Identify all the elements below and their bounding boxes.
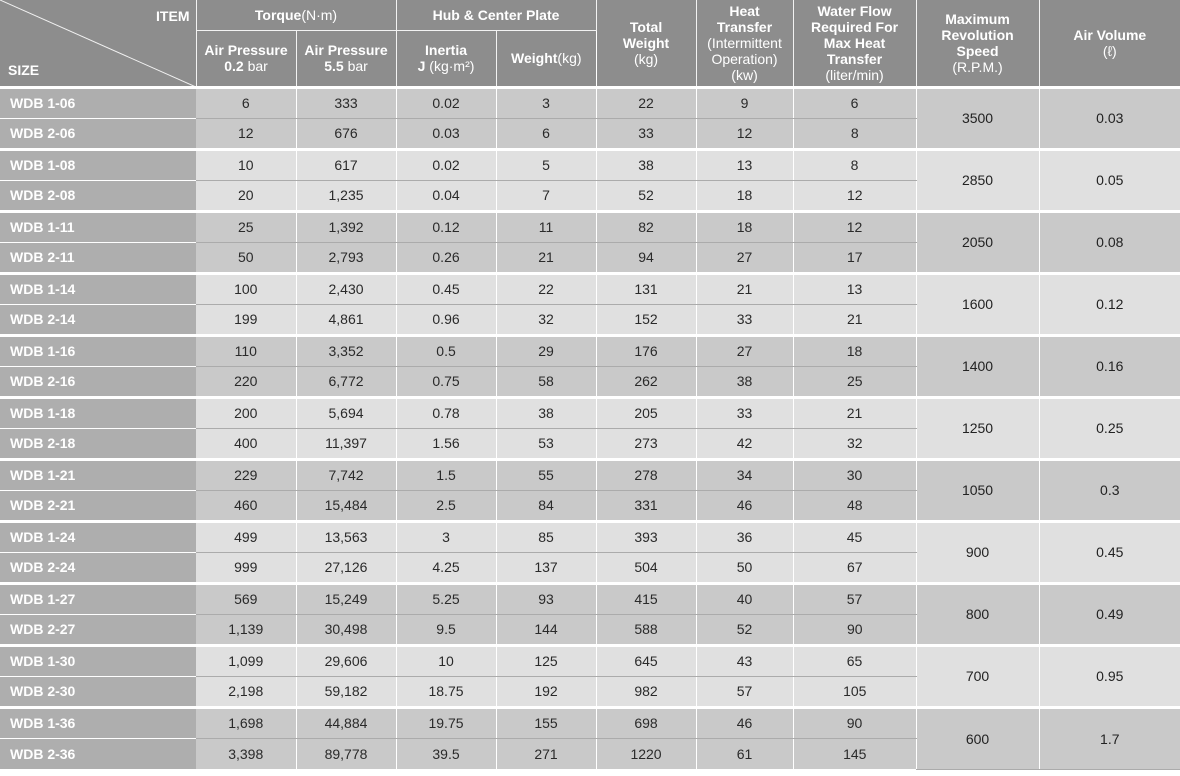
total-cell: 131 <box>596 273 696 304</box>
total-cell: 94 <box>596 242 696 273</box>
heat-cell: 40 <box>696 583 793 614</box>
air-volume-cell: 0.25 <box>1039 397 1180 459</box>
torque-header: Torque(N·m) <box>196 0 396 30</box>
t02-cell: 200 <box>196 397 296 428</box>
inertia-cell: 0.12 <box>396 211 496 242</box>
max-speed-cell: 2850 <box>916 149 1039 211</box>
total-cell: 645 <box>596 645 696 676</box>
weight-cell: 7 <box>496 180 596 211</box>
water-cell: 13 <box>793 273 916 304</box>
total-cell: 588 <box>596 614 696 645</box>
weight-cell: 29 <box>496 335 596 366</box>
total-cell: 52 <box>596 180 696 211</box>
heat-cell: 18 <box>696 211 793 242</box>
heat-cell: 33 <box>696 304 793 335</box>
t02-cell: 20 <box>196 180 296 211</box>
size-cell: WDB 2-30 <box>0 676 196 707</box>
t55-cell: 3,352 <box>296 335 396 366</box>
heat-cell: 57 <box>696 676 793 707</box>
item-label: ITEM <box>156 8 190 24</box>
water-cell: 8 <box>793 118 916 149</box>
size-cell: WDB 1-24 <box>0 521 196 552</box>
inertia-cell: 0.5 <box>396 335 496 366</box>
size-cell: WDB 1-27 <box>0 583 196 614</box>
size-cell: WDB 2-14 <box>0 304 196 335</box>
inertia-cell: 0.96 <box>396 304 496 335</box>
inertia-cell: 0.02 <box>396 87 496 118</box>
heat-cell: 18 <box>696 180 793 211</box>
max-speed-cell: 3500 <box>916 87 1039 149</box>
size-cell: WDB 1-18 <box>0 397 196 428</box>
air-volume-cell: 0.12 <box>1039 273 1180 335</box>
t02-cell: 1,139 <box>196 614 296 645</box>
total-cell: 262 <box>596 366 696 397</box>
weight-cell: 38 <box>496 397 596 428</box>
t55-cell: 2,430 <box>296 273 396 304</box>
t02-cell: 229 <box>196 459 296 490</box>
total-cell: 504 <box>596 552 696 583</box>
water-cell: 145 <box>793 738 916 769</box>
t55-cell: 7,742 <box>296 459 396 490</box>
size-cell: WDB 2-18 <box>0 428 196 459</box>
water-cell: 30 <box>793 459 916 490</box>
water-cell: 21 <box>793 397 916 428</box>
t55-cell: 15,249 <box>296 583 396 614</box>
t55-cell: 676 <box>296 118 396 149</box>
total-cell: 273 <box>596 428 696 459</box>
heat-cell: 27 <box>696 242 793 273</box>
weight-cell: 3 <box>496 87 596 118</box>
air-volume-cell: 0.95 <box>1039 645 1180 707</box>
inertia-cell: 1.56 <box>396 428 496 459</box>
t02-cell: 2,198 <box>196 676 296 707</box>
t02-cell: 199 <box>196 304 296 335</box>
water-cell: 105 <box>793 676 916 707</box>
heat-cell: 33 <box>696 397 793 428</box>
air-volume-header: Air Volume (ℓ) <box>1039 0 1180 87</box>
t55-cell: 30,498 <box>296 614 396 645</box>
air-pressure-02-header: Air Pressure 0.2 bar <box>196 30 296 87</box>
water-cell: 8 <box>793 149 916 180</box>
t55-cell: 44,884 <box>296 707 396 738</box>
total-cell: 33 <box>596 118 696 149</box>
weight-cell: 125 <box>496 645 596 676</box>
t55-cell: 59,182 <box>296 676 396 707</box>
air-volume-cell: 0.16 <box>1039 335 1180 397</box>
size-cell: WDB 2-36 <box>0 738 196 769</box>
max-speed-cell: 900 <box>916 521 1039 583</box>
size-cell: WDB 1-06 <box>0 87 196 118</box>
size-cell: WDB 1-16 <box>0 335 196 366</box>
total-cell: 176 <box>596 335 696 366</box>
t55-cell: 27,126 <box>296 552 396 583</box>
inertia-cell: 4.25 <box>396 552 496 583</box>
inertia-cell: 0.45 <box>396 273 496 304</box>
max-speed-cell: 700 <box>916 645 1039 707</box>
water-cell: 67 <box>793 552 916 583</box>
weight-header: Weight(kg) <box>496 30 596 87</box>
weight-cell: 85 <box>496 521 596 552</box>
inertia-cell: 0.78 <box>396 397 496 428</box>
inertia-cell: 2.5 <box>396 490 496 521</box>
size-cell: WDB 1-08 <box>0 149 196 180</box>
heat-transfer-header: Heat Transfer (Intermittent Operation) (kw) <box>696 0 793 87</box>
max-speed-cell: 800 <box>916 583 1039 645</box>
hub-header: Hub & Center Plate <box>396 0 596 30</box>
inertia-cell: 0.26 <box>396 242 496 273</box>
table-row <box>0 87 1180 118</box>
air-volume-cell: 0.05 <box>1039 149 1180 211</box>
max-speed-cell: 2050 <box>916 211 1039 273</box>
total-cell: 152 <box>596 304 696 335</box>
inertia-cell: 1.5 <box>396 459 496 490</box>
table-row <box>0 149 1180 180</box>
total-cell: 393 <box>596 521 696 552</box>
heat-cell: 21 <box>696 273 793 304</box>
heat-cell: 46 <box>696 490 793 521</box>
t02-cell: 569 <box>196 583 296 614</box>
t55-cell: 5,694 <box>296 397 396 428</box>
inertia-header: Inertia J (kg·m²) <box>396 30 496 87</box>
t02-cell: 1,698 <box>196 707 296 738</box>
total-cell: 82 <box>596 211 696 242</box>
air-volume-cell: 0.03 <box>1039 87 1180 149</box>
weight-cell: 84 <box>496 490 596 521</box>
heat-cell: 52 <box>696 614 793 645</box>
size-cell: WDB 2-27 <box>0 614 196 645</box>
size-cell: WDB 1-21 <box>0 459 196 490</box>
inertia-cell: 18.75 <box>396 676 496 707</box>
weight-cell: 137 <box>496 552 596 583</box>
inertia-cell: 19.75 <box>396 707 496 738</box>
max-speed-cell: 1600 <box>916 273 1039 335</box>
t02-cell: 12 <box>196 118 296 149</box>
weight-cell: 144 <box>496 614 596 645</box>
total-cell: 278 <box>596 459 696 490</box>
heat-cell: 27 <box>696 335 793 366</box>
inertia-cell: 10 <box>396 645 496 676</box>
weight-cell: 32 <box>496 304 596 335</box>
t02-cell: 220 <box>196 366 296 397</box>
table-row <box>0 459 1180 490</box>
weight-cell: 55 <box>496 459 596 490</box>
total-cell: 331 <box>596 490 696 521</box>
t55-cell: 617 <box>296 149 396 180</box>
air-volume-cell: 1.7 <box>1039 707 1180 769</box>
air-volume-cell: 0.08 <box>1039 211 1180 273</box>
t02-cell: 10 <box>196 149 296 180</box>
heat-cell: 36 <box>696 521 793 552</box>
size-cell: WDB 2-16 <box>0 366 196 397</box>
heat-cell: 38 <box>696 366 793 397</box>
table-row <box>0 335 1180 366</box>
weight-cell: 21 <box>496 242 596 273</box>
table-row <box>0 273 1180 304</box>
item-size-header <box>0 0 196 87</box>
size-cell: WDB 1-14 <box>0 273 196 304</box>
t02-cell: 400 <box>196 428 296 459</box>
total-cell: 982 <box>596 676 696 707</box>
t55-cell: 1,235 <box>296 180 396 211</box>
inertia-cell: 0.75 <box>396 366 496 397</box>
air-volume-cell: 0.49 <box>1039 583 1180 645</box>
table-body <box>0 87 1180 769</box>
inertia-cell: 5.25 <box>396 583 496 614</box>
water-cell: 21 <box>793 304 916 335</box>
water-cell: 6 <box>793 87 916 118</box>
weight-cell: 11 <box>496 211 596 242</box>
max-speed-header: Maximum Revolution Speed (R.P.M.) <box>916 0 1039 87</box>
heat-cell: 12 <box>696 118 793 149</box>
inertia-cell: 9.5 <box>396 614 496 645</box>
total-cell: 205 <box>596 397 696 428</box>
total-cell: 22 <box>596 87 696 118</box>
water-cell: 65 <box>793 645 916 676</box>
table-row <box>0 645 1180 676</box>
size-label: SIZE <box>8 61 40 78</box>
t55-cell: 4,861 <box>296 304 396 335</box>
table-row <box>0 397 1180 428</box>
table-row <box>0 707 1180 738</box>
inertia-cell: 0.04 <box>396 180 496 211</box>
weight-cell: 93 <box>496 583 596 614</box>
water-cell: 45 <box>793 521 916 552</box>
t02-cell: 100 <box>196 273 296 304</box>
max-speed-cell: 1400 <box>916 335 1039 397</box>
air-pressure-55-header: Air Pressure 5.5 bar <box>296 30 396 87</box>
water-flow-header: Water Flow Required For Max Heat Transfer (liter/min) <box>793 0 916 87</box>
inertia-cell: 0.03 <box>396 118 496 149</box>
heat-cell: 42 <box>696 428 793 459</box>
t55-cell: 15,484 <box>296 490 396 521</box>
air-volume-cell: 0.45 <box>1039 521 1180 583</box>
inertia-cell: 0.02 <box>396 149 496 180</box>
t02-cell: 110 <box>196 335 296 366</box>
weight-cell: 58 <box>496 366 596 397</box>
water-cell: 90 <box>793 614 916 645</box>
t02-cell: 25 <box>196 211 296 242</box>
table-row <box>0 521 1180 552</box>
heat-cell: 46 <box>696 707 793 738</box>
weight-cell: 155 <box>496 707 596 738</box>
t55-cell: 2,793 <box>296 242 396 273</box>
table-header <box>0 0 1180 87</box>
total-weight-header: Total Weight (kg) <box>596 0 696 87</box>
water-cell: 90 <box>793 707 916 738</box>
total-cell: 698 <box>596 707 696 738</box>
heat-cell: 34 <box>696 459 793 490</box>
table-row <box>0 583 1180 614</box>
size-cell: WDB 2-11 <box>0 242 196 273</box>
water-cell: 57 <box>793 583 916 614</box>
inertia-cell: 3 <box>396 521 496 552</box>
total-cell: 38 <box>596 149 696 180</box>
max-speed-cell: 1250 <box>916 397 1039 459</box>
weight-cell: 22 <box>496 273 596 304</box>
t02-cell: 6 <box>196 87 296 118</box>
total-cell: 415 <box>596 583 696 614</box>
t55-cell: 1,392 <box>296 211 396 242</box>
weight-cell: 271 <box>496 738 596 769</box>
t02-cell: 50 <box>196 242 296 273</box>
t02-cell: 999 <box>196 552 296 583</box>
max-speed-cell: 1050 <box>916 459 1039 521</box>
max-speed-cell: 600 <box>916 707 1039 769</box>
size-cell: WDB 2-06 <box>0 118 196 149</box>
t55-cell: 333 <box>296 87 396 118</box>
size-cell: WDB 1-36 <box>0 707 196 738</box>
size-cell: WDB 2-24 <box>0 552 196 583</box>
t55-cell: 89,778 <box>296 738 396 769</box>
table-row <box>0 211 1180 242</box>
water-cell: 17 <box>793 242 916 273</box>
inertia-cell: 39.5 <box>396 738 496 769</box>
weight-cell: 53 <box>496 428 596 459</box>
water-cell: 48 <box>793 490 916 521</box>
water-cell: 12 <box>793 180 916 211</box>
t55-cell: 29,606 <box>296 645 396 676</box>
size-cell: WDB 2-21 <box>0 490 196 521</box>
heat-cell: 50 <box>696 552 793 583</box>
weight-cell: 5 <box>496 149 596 180</box>
t02-cell: 3,398 <box>196 738 296 769</box>
t02-cell: 460 <box>196 490 296 521</box>
weight-cell: 192 <box>496 676 596 707</box>
water-cell: 32 <box>793 428 916 459</box>
t02-cell: 1,099 <box>196 645 296 676</box>
size-cell: WDB 2-08 <box>0 180 196 211</box>
weight-cell: 6 <box>496 118 596 149</box>
air-volume-cell: 0.3 <box>1039 459 1180 521</box>
t02-cell: 499 <box>196 521 296 552</box>
size-cell: WDB 1-30 <box>0 645 196 676</box>
heat-cell: 9 <box>696 87 793 118</box>
size-cell: WDB 1-11 <box>0 211 196 242</box>
t55-cell: 6,772 <box>296 366 396 397</box>
heat-cell: 13 <box>696 149 793 180</box>
water-cell: 18 <box>793 335 916 366</box>
water-cell: 25 <box>793 366 916 397</box>
heat-cell: 61 <box>696 738 793 769</box>
total-cell: 1220 <box>596 738 696 769</box>
heat-cell: 43 <box>696 645 793 676</box>
t55-cell: 11,397 <box>296 428 396 459</box>
t55-cell: 13,563 <box>296 521 396 552</box>
water-cell: 12 <box>793 211 916 242</box>
